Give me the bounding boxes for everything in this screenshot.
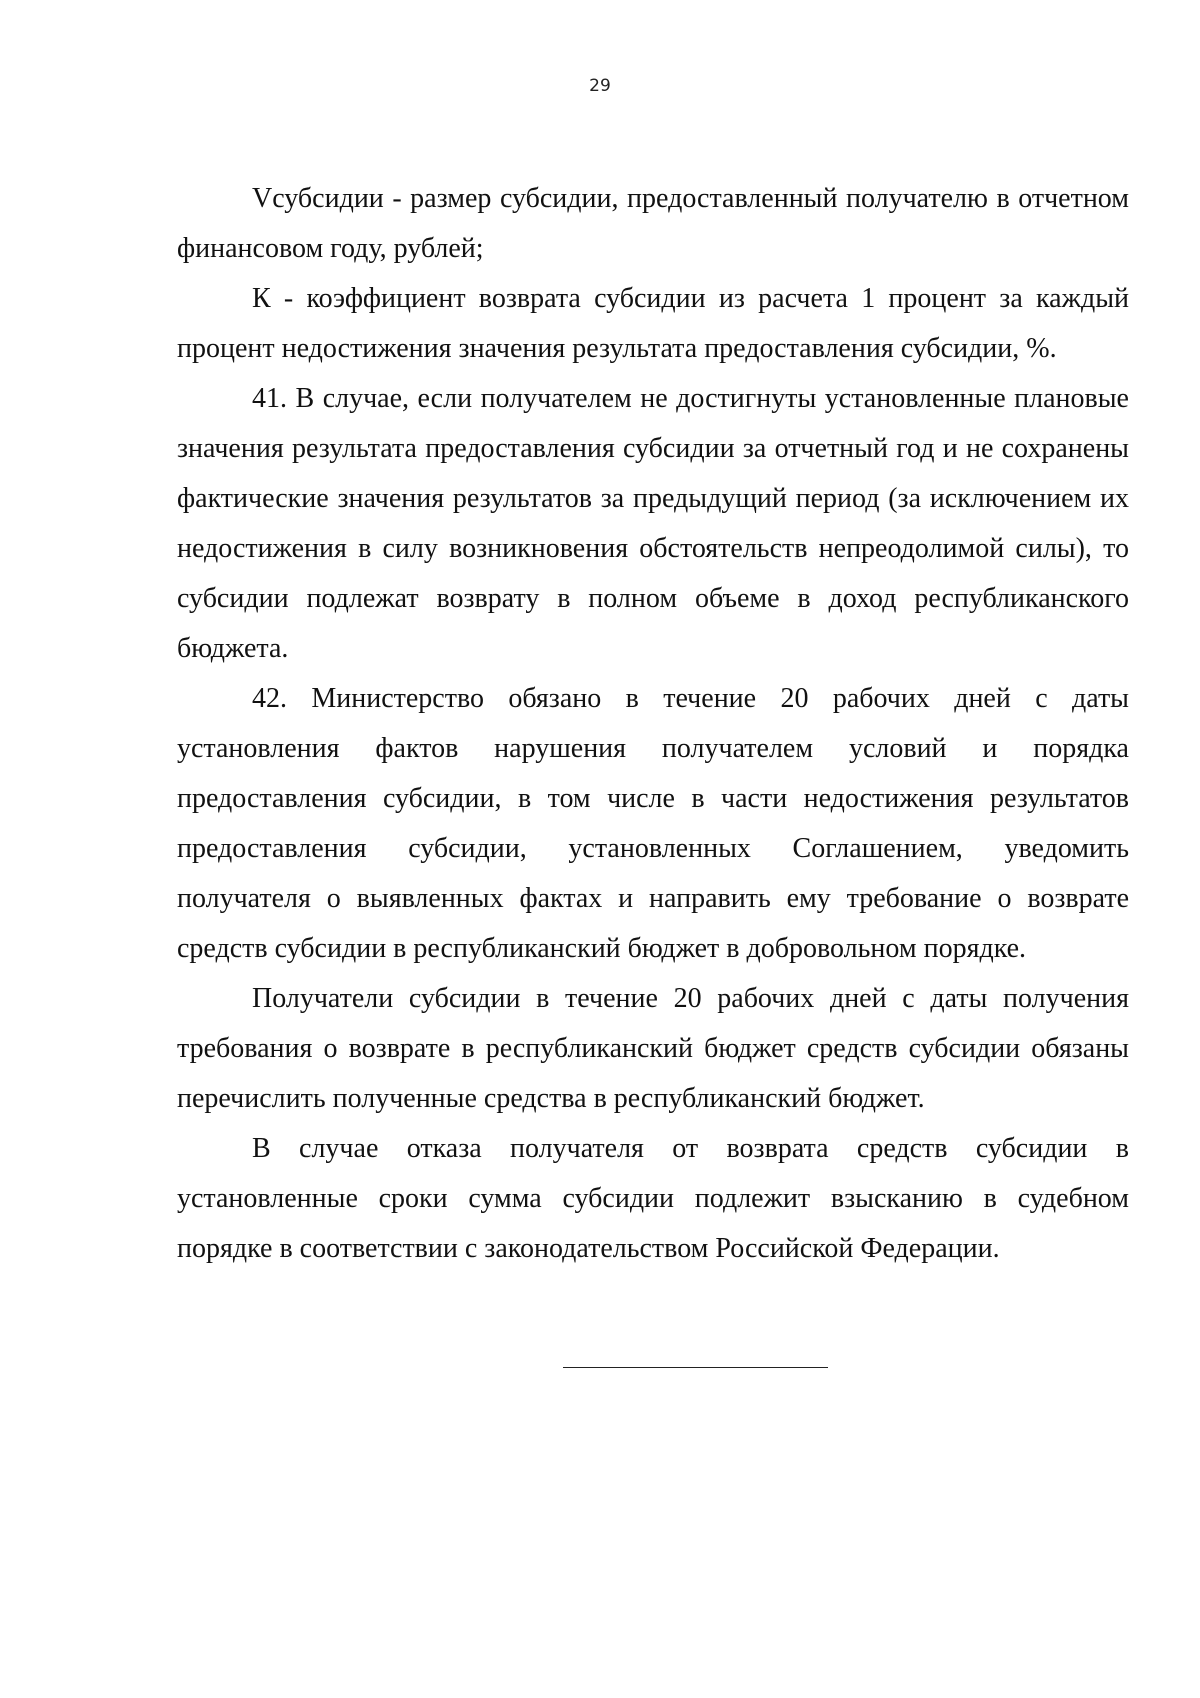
paragraph-41-full-return: 41. В случае, если получателем не достигнуты установленные плановые значения результата предоставления субсидии за отчетный год и не сохранены фактические значения результатов за предыдущий период (за исключением их недостижения в силу возникновения обстоятельств непреодолимой силы), то субсидии подлежат возврату в полном объеме в доход республиканского бюджета.: [177, 383, 1129, 664]
paragraph-recipient-obligation: Получатели субсидии в течение 20 рабочих дней с даты получения требования о возврате в республиканский бюджет средств субсидии обязаны перечислить полученные средства в республиканский бюджет.: [177, 983, 1129, 1114]
paragraph-42-ministry-notice: 42. Министерство обязано в течение 20 рабочих дней с даты установления фактов нарушения получателем условий и порядка предоставления субсидии, в том числе в части недостижения результатов предоставления субсидии, установленных Соглашением, уведомить получателя о выявленных фактах и направить ему требование о возврате средств субсидии в республиканский бюджет в добровольном порядке.: [177, 683, 1129, 964]
paragraph-vsubsidii-definition: Vсубсидии - размер субсидии, предоставленный получателю в отчетном финансовом году, рублей;: [177, 183, 1129, 264]
page-number: 29: [589, 76, 611, 96]
closing-divider-line: [563, 1367, 828, 1368]
document-body: [177, 174, 1129, 1274]
paragraph-k-coefficient-definition: К - коэффициент возврата субсидии из расчета 1 процент за каждый процент недостижения значения результата предоставления субсидии, %.: [177, 283, 1129, 364]
paragraph-court-recovery: В случае отказа получателя от возврата средств субсидии в установленные сроки сумма субсидии подлежит взысканию в судебном порядке в соответствии с законодательством Российской Федерации.: [177, 1133, 1129, 1264]
